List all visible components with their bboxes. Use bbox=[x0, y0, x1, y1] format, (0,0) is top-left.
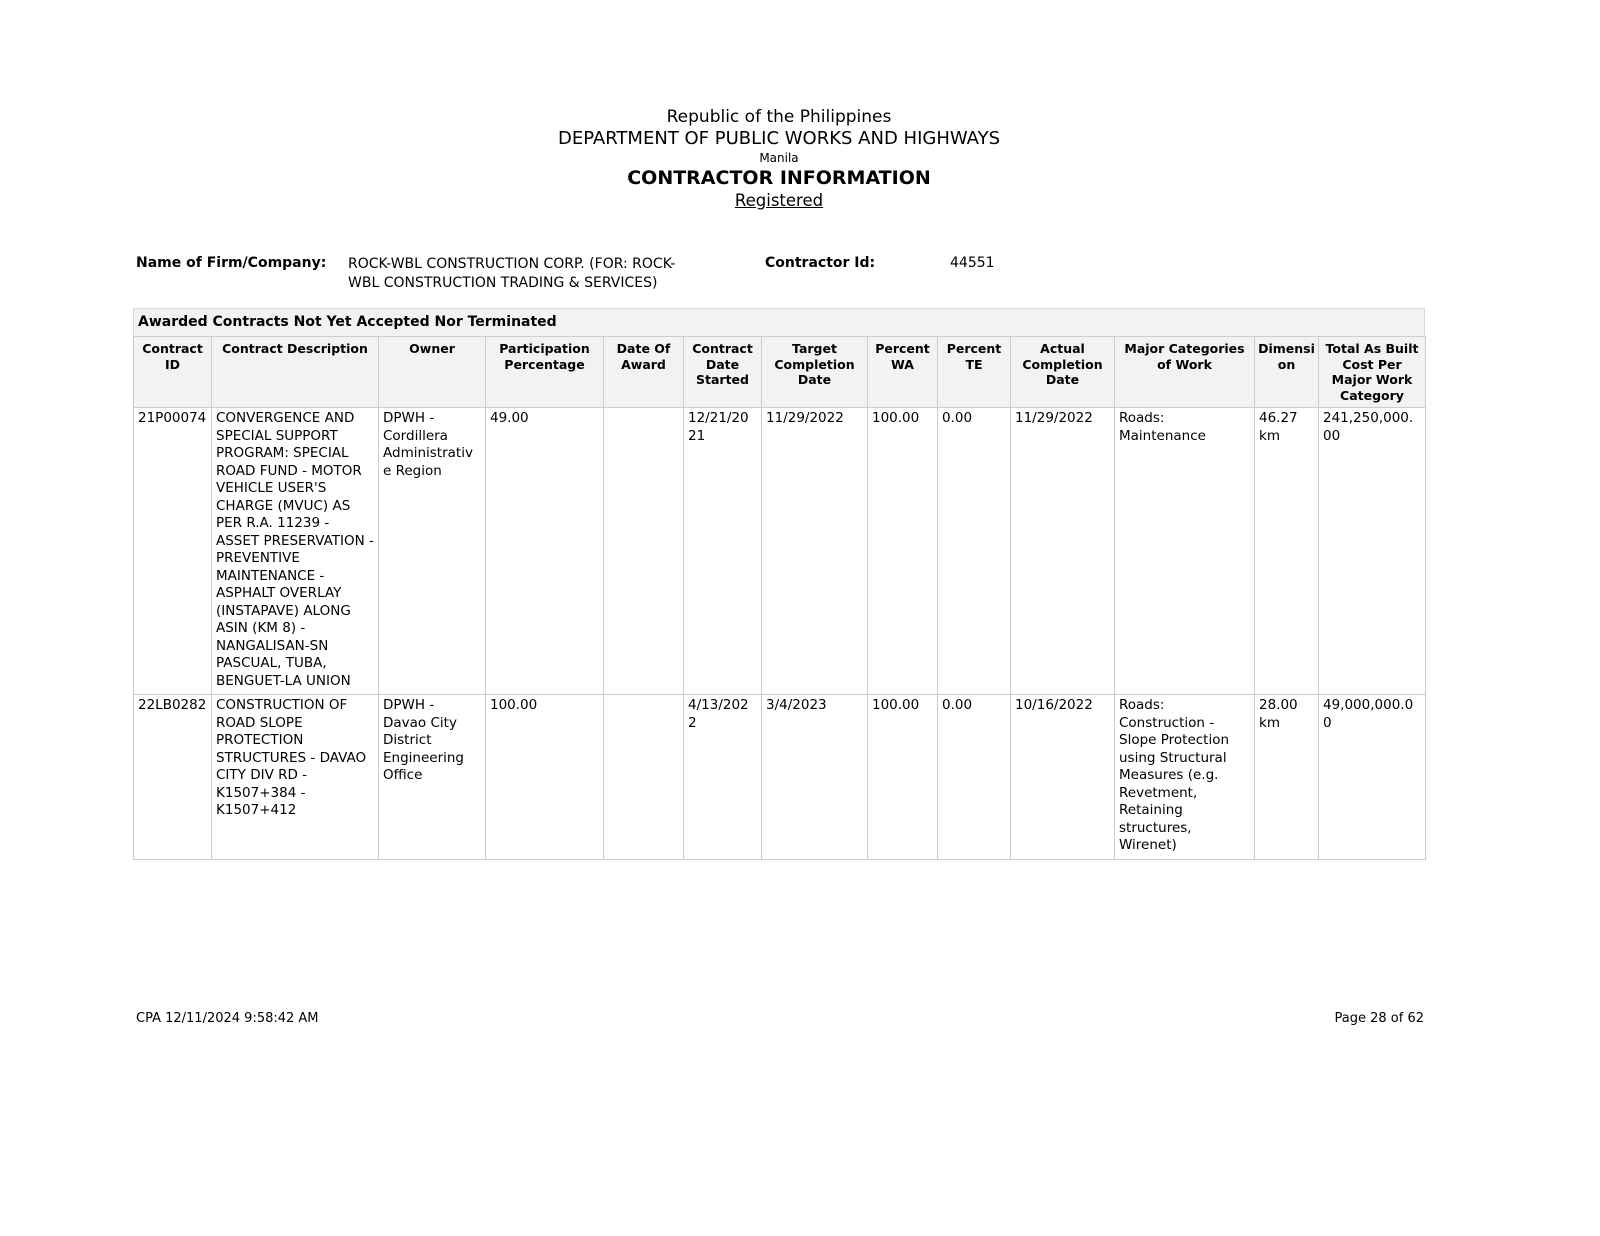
cell-contract-date-started: 4/13/2022 bbox=[684, 695, 762, 860]
cell-actual-completion-date: 10/16/2022 bbox=[1011, 695, 1115, 860]
department-line: DEPARTMENT OF PUBLIC WORKS AND HIGHWAYS bbox=[557, 128, 1001, 149]
cell-participation-percentage: 100.00 bbox=[486, 695, 604, 860]
contractor-id-value: 44551 bbox=[950, 255, 995, 271]
column-header-percent-wa: Percent WA bbox=[868, 337, 938, 408]
cell-percent-te: 0.00 bbox=[938, 408, 1011, 695]
table-header-row bbox=[134, 337, 1426, 408]
cell-target-completion-date: 3/4/2023 bbox=[762, 695, 868, 860]
column-header-date-of-award: Date Of Award bbox=[604, 337, 684, 408]
cell-actual-completion-date: 11/29/2022 bbox=[1011, 408, 1115, 695]
cell-owner: DPWH - Davao City District Engineering Office bbox=[379, 695, 486, 860]
cell-contract-description: CONVERGENCE AND SPECIAL SUPPORT PROGRAM: SPECIAL ROAD FUND - MOTOR VEHICLE USER'S CHARGE (MVUC) AS PER R.A. 11239 - ASSET PRESERVATION - PREVENTIVE MAINTENANCE - ASPHALT OVERLAY (INSTAPAVE) ALONG ASIN (KM 8) - NANGALISAN-SN PASCUAL, TUBA, BENGUET-LA UNION bbox=[212, 408, 379, 695]
letterhead bbox=[133, 106, 1425, 212]
column-header-actual-completion-date: Actual Completion Date bbox=[1011, 337, 1115, 408]
column-header-major-categories: Major Categories of Work bbox=[1115, 337, 1255, 408]
firm-info-row bbox=[133, 255, 1425, 308]
column-header-percent-te: Percent TE bbox=[938, 337, 1011, 408]
contractor-id-label: Contractor Id: bbox=[765, 255, 876, 271]
cell-percent-wa: 100.00 bbox=[868, 695, 938, 860]
cell-date-of-award bbox=[604, 408, 684, 695]
footer-timestamp: CPA 12/11/2024 9:58:42 AM bbox=[136, 1011, 319, 1026]
cell-contract-date-started: 12/21/2021 bbox=[684, 408, 762, 695]
cell-percent-te: 0.00 bbox=[938, 695, 1011, 860]
firm-name-label: Name of Firm/Company: bbox=[136, 255, 327, 271]
cell-contract-id: 21P00074 bbox=[134, 408, 212, 695]
column-header-contract-description: Contract Description bbox=[212, 337, 379, 408]
column-header-contract-id: Contract ID bbox=[134, 337, 212, 408]
cell-major-categories: Roads: Construction - Slope Protection using Structural Measures (e.g. Revetment, Retaining structures, Wirenet) bbox=[1115, 695, 1255, 860]
report-title: CONTRACTOR INFORMATION bbox=[627, 167, 931, 189]
column-header-owner: Owner bbox=[379, 337, 486, 408]
contracts-table-area bbox=[133, 308, 1425, 860]
cell-dimension: 46.27 km bbox=[1255, 408, 1319, 695]
firm-name-value: ROCK-WBL CONSTRUCTION CORP. (FOR: ROCK-WBL CONSTRUCTION TRADING & SERVICES) bbox=[348, 256, 676, 291]
manila-line: Manila bbox=[759, 151, 799, 165]
contracts-table bbox=[133, 336, 1426, 860]
column-header-target-completion-date: Target Completion Date bbox=[762, 337, 868, 408]
cell-owner: DPWH - Cordillera Administrative Region bbox=[379, 408, 486, 695]
cell-contract-id: 22LB0282 bbox=[134, 695, 212, 860]
column-header-dimension: Dimension bbox=[1255, 337, 1319, 408]
cell-major-categories: Roads: Maintenance bbox=[1115, 408, 1255, 695]
column-header-contract-date-started: Contract Date Started bbox=[684, 337, 762, 408]
column-header-total-cost: Total As Built Cost Per Major Work Category bbox=[1319, 337, 1426, 408]
table-row bbox=[134, 408, 1426, 695]
cell-date-of-award bbox=[604, 695, 684, 860]
registered-subtitle: Registered bbox=[734, 191, 824, 210]
republic-line: Republic of the Philippines bbox=[666, 107, 892, 127]
column-header-participation-percentage: Participation Percentage bbox=[486, 337, 604, 408]
cell-total-cost: 49,000,000.00 bbox=[1319, 695, 1426, 860]
cell-participation-percentage: 49.00 bbox=[486, 408, 604, 695]
cell-contract-description: CONSTRUCTION OF ROAD SLOPE PROTECTION STRUCTURES - DAVAO CITY DIV RD - K1507+384 - K1507+412 bbox=[212, 695, 379, 860]
section-title: Awarded Contracts Not Yet Accepted Nor Terminated bbox=[133, 308, 1425, 336]
cell-target-completion-date: 11/29/2022 bbox=[762, 408, 868, 695]
cell-dimension: 28.00 km bbox=[1255, 695, 1319, 860]
footer-page-number: Page 28 of 62 bbox=[1334, 1011, 1424, 1026]
cell-total-cost: 241,250,000.00 bbox=[1319, 408, 1426, 695]
cell-percent-wa: 100.00 bbox=[868, 408, 938, 695]
table-row bbox=[134, 695, 1426, 860]
